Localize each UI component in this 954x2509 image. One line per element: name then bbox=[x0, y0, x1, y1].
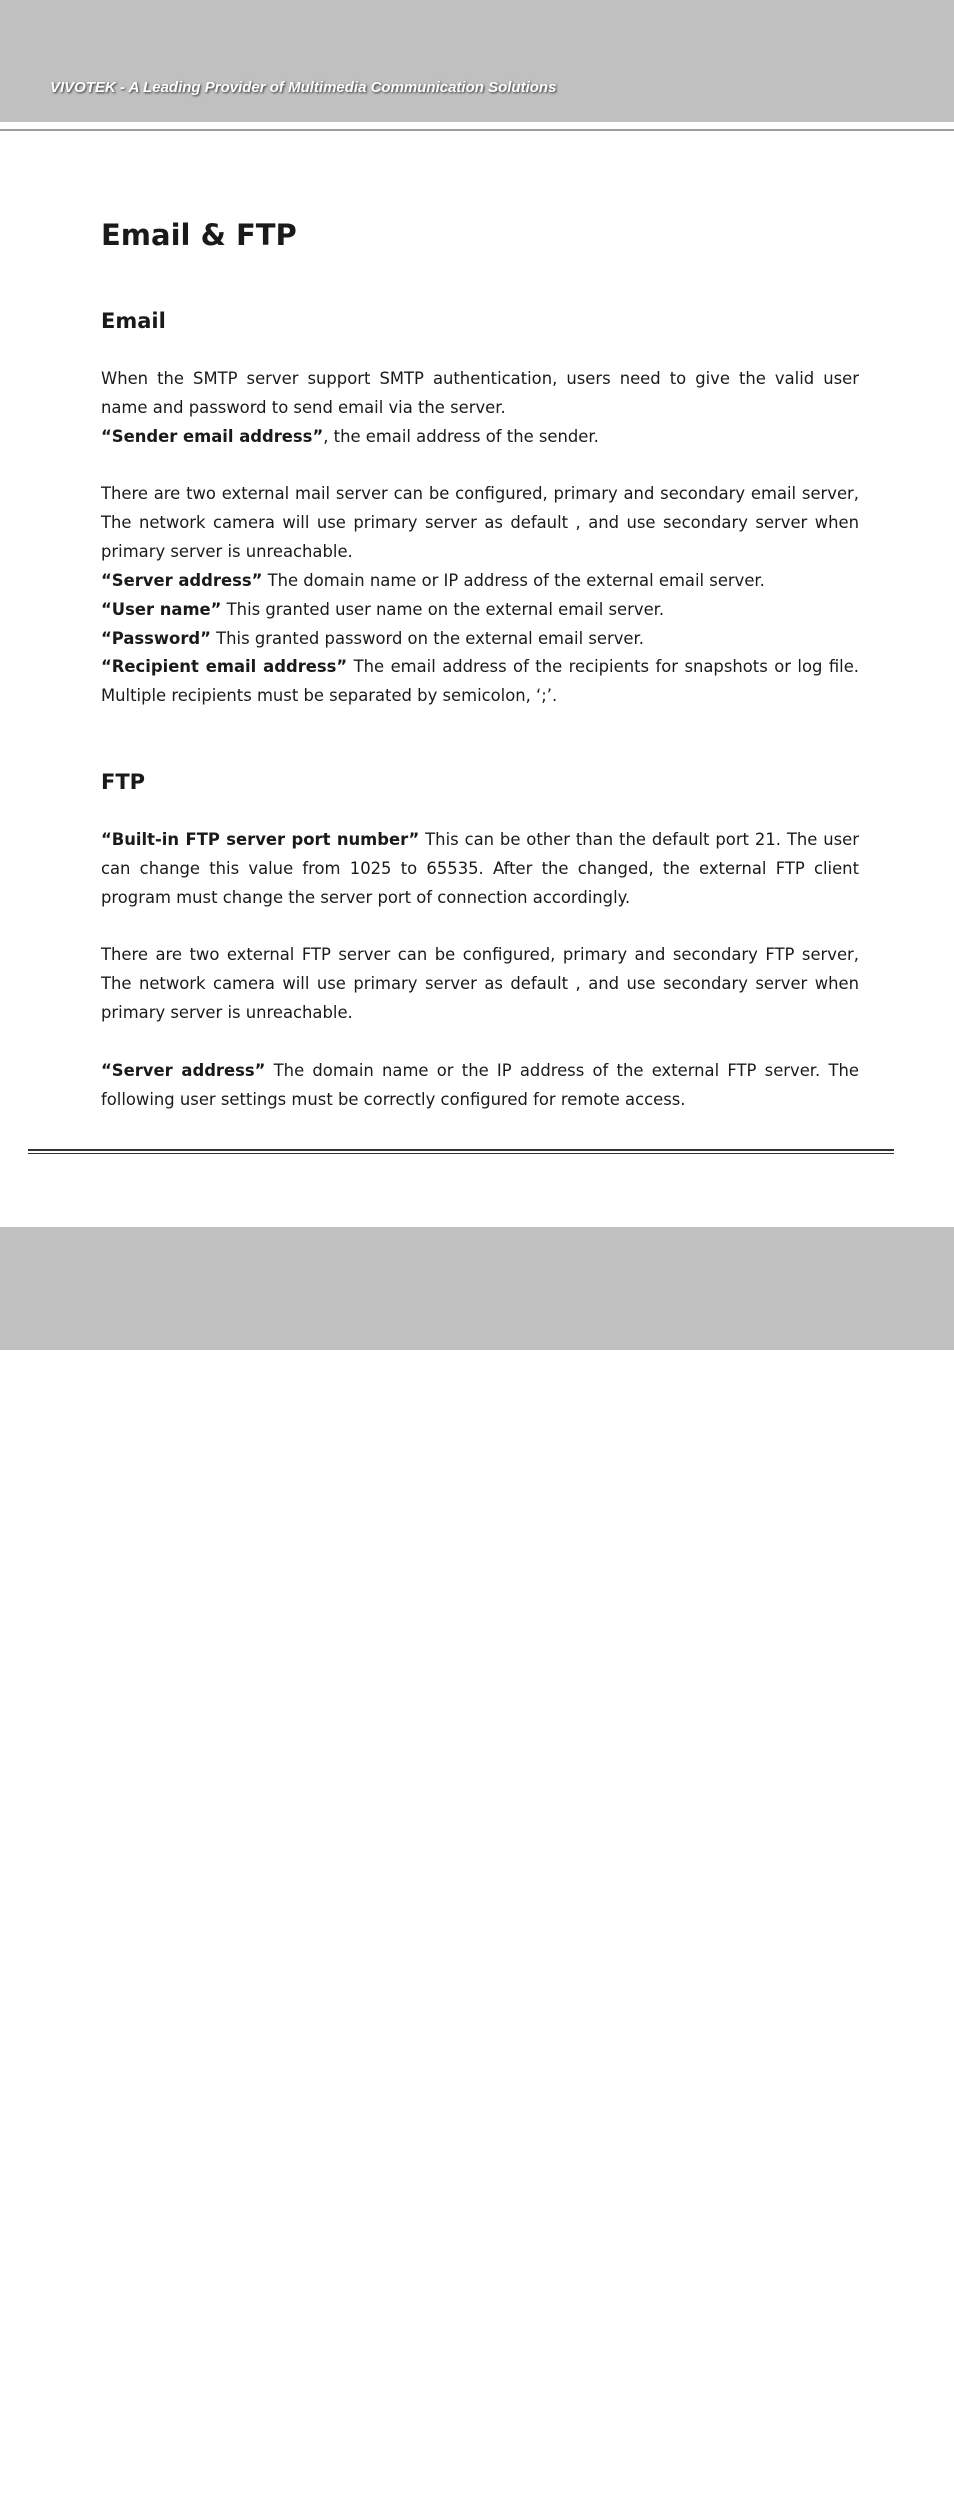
header-divider bbox=[0, 129, 954, 131]
email-servers-text: There are two external mail server can be configured, primary and secondary email server, The network camera will use primary server as default , and use secondary server when primary server is unreachable. bbox=[101, 484, 859, 561]
email-heading: Email bbox=[101, 309, 166, 333]
page-number-label: 35 - User's Manual bbox=[52, 2488, 203, 2508]
ftp-servers-paragraph bbox=[101, 941, 859, 1028]
sender-email-term: “Sender email address” bbox=[101, 426, 324, 446]
recipient-email-term: “Recipient email address” bbox=[101, 657, 348, 677]
email-intro-text: When the SMTP server support SMTP authentication, users need to give the valid user name and password to send email via the server. bbox=[101, 369, 859, 417]
ftp-port-paragraph bbox=[101, 826, 859, 913]
ftp-port-desc: This can be other than the default port 21. The user can change this value from 1025 to 65535. After the changed, the external FTP client program must change the server port of connection accordingly. bbox=[101, 830, 859, 907]
user-name-term: “User name” bbox=[101, 599, 222, 619]
ftp-servers-text: There are two external FTP server can be configured, primary and secondary FTP server, The network camera will use primary server as default , and use secondary server when primary server is unreachable. bbox=[101, 945, 859, 1022]
page-title: Email & FTP bbox=[101, 218, 297, 252]
ftp-port-term: “Built-in FTP server port number” bbox=[101, 830, 420, 849]
footer-banner bbox=[0, 1227, 954, 2508]
header-tagline: VIVOTEK - A Leading Provider of Multimedia Communication Solutions bbox=[50, 79, 557, 96]
ftp-server-address-paragraph bbox=[101, 1057, 859, 1115]
email-servers-paragraph bbox=[101, 480, 859, 711]
footer-divider-thick bbox=[28, 1149, 894, 1151]
footer-divider-thin bbox=[28, 1153, 894, 1154]
ftp-heading: FTP bbox=[101, 770, 146, 794]
email-server-address-term: “Server address” bbox=[101, 570, 263, 590]
password-desc: This granted password on the external email server. bbox=[210, 628, 644, 648]
user-name-desc: This granted user name on the external email server. bbox=[221, 599, 665, 619]
email-server-address-desc: The domain name or IP address of the external email server. bbox=[262, 570, 765, 590]
ftp-server-address-desc: The domain name or the IP address of the external FTP server. The following user settings must be correctly configured for remote access. bbox=[101, 1061, 859, 1109]
ftp-server-address-term: “Server address” bbox=[101, 1061, 266, 1080]
password-term: “Password” bbox=[101, 628, 211, 648]
email-intro bbox=[101, 365, 859, 452]
recipient-email-desc: The email address of the recipients for snapshots or log file. Multiple recipients must be separated by semicolon, ‘;’. bbox=[101, 657, 860, 706]
sender-email-desc: , the email address of the sender. bbox=[323, 426, 599, 446]
header-banner bbox=[0, 0, 954, 122]
